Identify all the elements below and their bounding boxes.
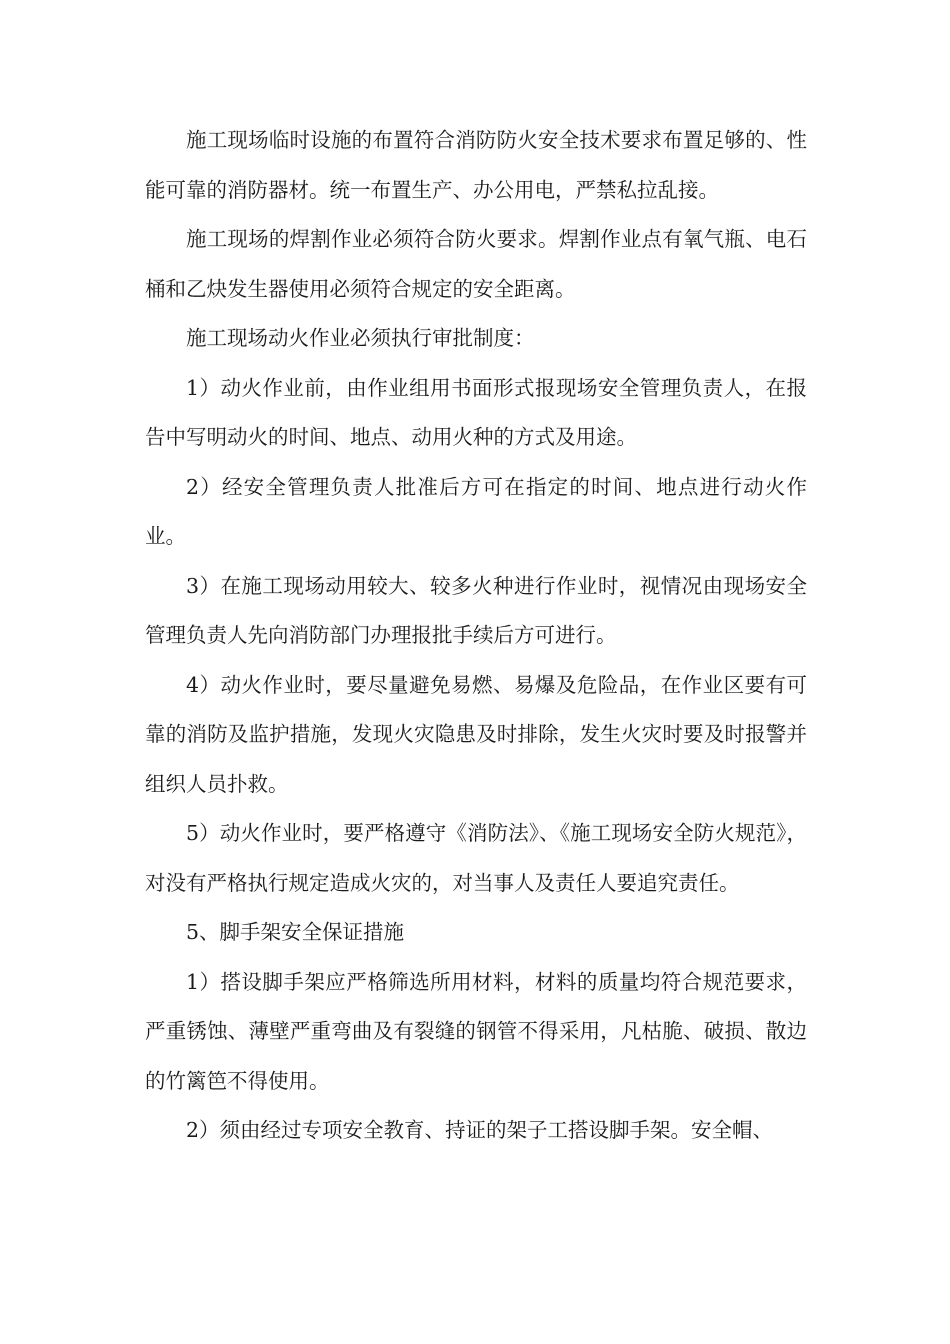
paragraph-hot-work-item-3: 3）在施工现场动用较大、较多火种进行作业时，视情况由现场安全管理负责人先向消防部门办理报批手续后方可进行。 [145, 573, 807, 647]
paragraph-hot-work-item-1: 1）动火作业前，由作业组用书面形式报现场安全管理负责人，在报告中写明动火的时间、地点、动用火种的方式及用途。 [145, 375, 807, 449]
paragraph-scaffold-item-2: 2）须由经过专项安全教育、持证的架子工搭设脚手架。安全帽、 [186, 1118, 774, 1142]
paragraph-welding-requirements: 施工现场的焊割作业必须符合防火要求。焊割作业点有氧气瓶、电石桶和乙炔发生器使用必须符合规定的安全距离。 [145, 227, 807, 301]
paragraph-hot-work-approval: 施工现场动火作业必须执行审批制度： [186, 326, 535, 350]
paragraph-hot-work-item-5: 5）动火作业时，要严格遵守《消防法》、《施工现场安全防火规范》，对没有严格执行规定造成火灾的，对当事人及责任人要追究责任。 [145, 821, 807, 895]
section-heading-scaffold-safety: 5、脚手架安全保证措施 [186, 920, 405, 944]
paragraph-hot-work-item-4: 4）动火作业时，要尽量避免易燃、易爆及危险品，在作业区要有可靠的消防及监护措施，发现火灾隐患及时排除，发生火灾时要及时报警并组织人员扑救。 [145, 672, 807, 796]
paragraph-scaffold-item-1: 1）搭设脚手架应严格筛选所用材料，材料的质量均符合规范要求，严重锈蚀、薄壁严重弯曲及有裂缝的钢管不得采用，凡枯脆、破损、散边的竹篱笆不得使用。 [145, 969, 807, 1093]
paragraph-fire-facilities: 施工现场临时设施的布置符合消防防火安全技术要求布置足够的、性能可靠的消防器材。统一布置生产、办公用电，严禁私拉乱接。 [145, 128, 807, 202]
paragraph-hot-work-item-2: 2）经安全管理负责人批准后方可在指定的时间、地点进行动火作业。 [145, 474, 807, 548]
document-body [145, 116, 807, 1156]
